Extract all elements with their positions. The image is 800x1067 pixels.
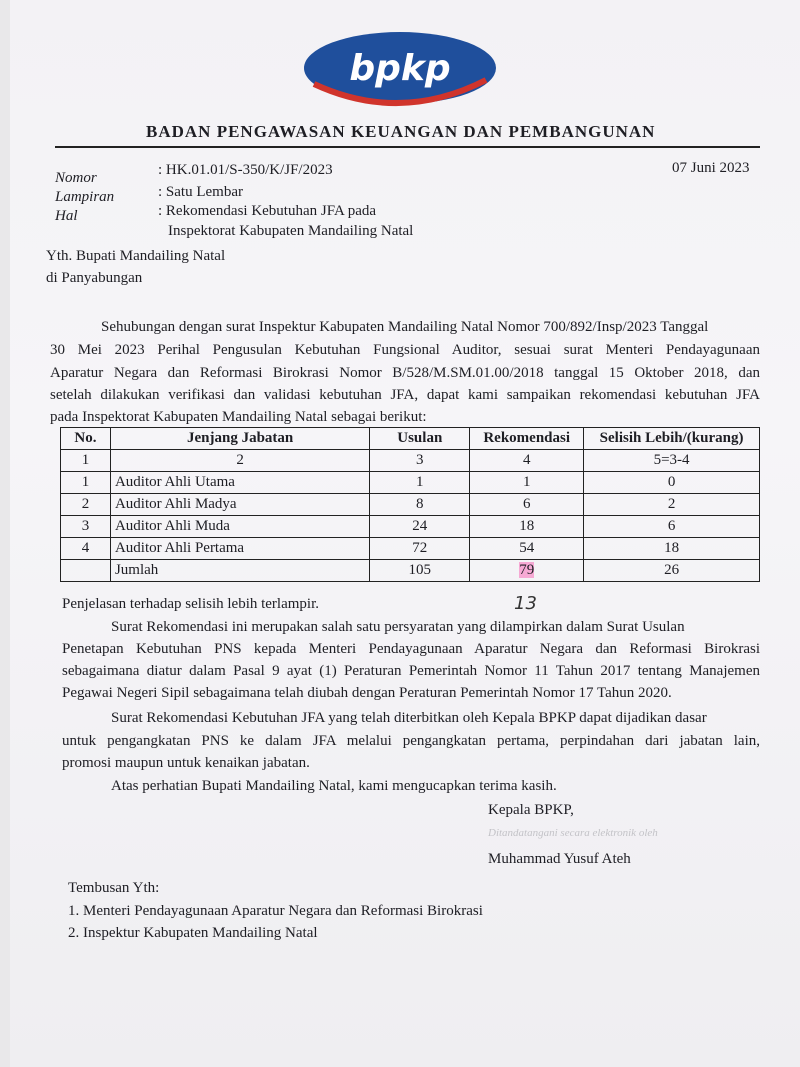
explanation-text: Penjelasan terhadap selisih lebih terlampir. [62, 596, 320, 612]
paragraph1-line: 30 Mei 2023 Perihal Pengusulan Kebutuhan Fungsional Auditor, sesuai surat Menteri Pendayagunaan [50, 342, 760, 358]
table-cell: 2 [61, 494, 111, 516]
header-usulan: Usulan [370, 428, 470, 450]
paragraph3-line: untuk pengangkatan PNS ke dalam JFA melalui pengangkatan pertama, perpindahan dari jabatan lain, [62, 733, 760, 749]
recipient-line1: Yth. Bupati Mandailing Natal [46, 248, 226, 264]
logo-text: bpkp [349, 48, 451, 89]
handwritten-note: 13 [514, 593, 537, 614]
lampiran-value: : Satu Lembar [158, 184, 243, 200]
table-cell: 4 [470, 450, 584, 472]
table-cell: 3 [61, 516, 111, 538]
cc-item: 1. Menteri Pendayagunaan Aparatur Negara dan Reformasi Birokrasi [68, 903, 483, 919]
table-cell [61, 560, 111, 582]
recipient-line2: di Panyabungan [46, 270, 143, 286]
highlighted-total: 79 [519, 562, 535, 578]
table-row [61, 494, 760, 516]
table-cell: 6 [584, 516, 760, 538]
signature-name: Muhammad Yusuf Ateh [488, 851, 631, 867]
total-label: Jumlah [110, 560, 369, 582]
cc-item: 2. Inspektur Kabupaten Mandailing Natal [68, 925, 318, 941]
paragraph2-line: Pegawai Negeri Sipil sebagaimana telah diubah dengan Peraturan Pemerintah Nomor 17 Tahun 2020. [62, 685, 672, 701]
table-cell: 8 [370, 494, 470, 516]
table-row [61, 472, 760, 494]
lampiran-label: Lampiran [55, 189, 115, 205]
total-rekomendasi [470, 560, 584, 582]
total-usulan: 105 [370, 560, 470, 582]
header-no: No. [61, 428, 111, 450]
header-jenjang: Jenjang Jabatan [110, 428, 369, 450]
table-cell: 3 [370, 450, 470, 472]
table-cell: 2 [110, 450, 369, 472]
nomor-label: Nomor [55, 170, 97, 186]
table-cell: Auditor Ahli Utama [110, 472, 369, 494]
table-header-row [61, 428, 760, 450]
table-row [61, 538, 760, 560]
table-cell: 54 [470, 538, 584, 560]
table-cell: 1 [61, 472, 111, 494]
paragraph3-line: promosi maupun untuk kenaikan jabatan. [62, 755, 310, 771]
table-row [61, 516, 760, 538]
paragraph1-line: Aparatur Negara dan Reformasi Birokrasi Nomor B/528/M.SM.01.00/2018 tanggal 15 Oktober 2018, dan [50, 365, 760, 381]
total-selisih: 26 [584, 560, 760, 582]
paragraph2-line: sebagaimana diatur dalam Pasal 9 ayat (1) Peraturan Pemerintah Nomor 11 Tahun 2017 tentang Manajemen [62, 663, 760, 679]
bpkp-logo [300, 28, 500, 110]
table-cell: 18 [584, 538, 760, 560]
paragraph2-line: Penetapan Kebutuhan PNS kepada Menteri Pendayagunaan Aparatur Negara dan Reformasi Birokrasi [62, 641, 760, 657]
paragraph3-line: Surat Rekomendasi Kebutuhan JFA yang telah diterbitkan oleh Kepala BPKP dapat dijadikan dasar [111, 710, 707, 726]
table-cell: 72 [370, 538, 470, 560]
hal-label: Hal [55, 208, 78, 224]
cc-label: Tembusan Yth: [68, 880, 160, 896]
closing-text: Atas perhatian Bupati Mandailing Natal, kami mengucapkan terima kasih. [111, 778, 557, 794]
organization-title: BADAN PENGAWASAN KEUANGAN DAN PEMBANGUNAN [146, 122, 656, 141]
table-cell: 5=3-4 [584, 450, 760, 472]
nomor-value: : HK.01.01/S-350/K/JF/2023 [158, 162, 333, 178]
table-cell: Auditor Ahli Muda [110, 516, 369, 538]
paragraph1-line: Sehubungan dengan surat Inspektur Kabupaten Mandailing Natal Nomor 700/892/Insp/2023 Tanggal [101, 319, 709, 335]
table-cell: 0 [584, 472, 760, 494]
table-cell: 4 [61, 538, 111, 560]
letter-date: 07 Juni 2023 [672, 160, 750, 176]
table-cell: Auditor Ahli Madya [110, 494, 369, 516]
table-cell: 2 [584, 494, 760, 516]
table-cell: 24 [370, 516, 470, 538]
header-rekomendasi: Rekomendasi [470, 428, 584, 450]
header-divider [55, 146, 760, 148]
table-cell: 1 [61, 450, 111, 472]
table-total-row [61, 560, 760, 582]
signature-title: Kepala BPKP, [488, 802, 574, 818]
paragraph1-line: setelah dilakukan verifikasi dan validasi kebutuhan JFA, dapat kami sampaikan rekomendasi kebutuhan JFA [50, 387, 760, 403]
paragraph1-line: pada Inspektorat Kabupaten Mandailing Natal sebagai berikut: [50, 409, 427, 425]
table-cell: 1 [470, 472, 584, 494]
table-cell: 6 [470, 494, 584, 516]
header-selisih: Selisih Lebih/(kurang) [584, 428, 760, 450]
paragraph2-line: Surat Rekomendasi ini merupakan salah satu persyaratan yang dilampirkan dalam Surat Usulan [111, 619, 685, 635]
table-cell: 18 [470, 516, 584, 538]
table-index-row [61, 450, 760, 472]
hal-value-line1: : Rekomendasi Kebutuhan JFA pada [158, 203, 377, 219]
recommendation-table [60, 427, 760, 582]
hal-value-line2: Inspektorat Kabupaten Mandailing Natal [168, 223, 414, 239]
table-cell: 1 [370, 472, 470, 494]
table-cell: Auditor Ahli Pertama [110, 538, 369, 560]
e-signature-note: Ditandatangani secara elektronik oleh [488, 827, 658, 839]
